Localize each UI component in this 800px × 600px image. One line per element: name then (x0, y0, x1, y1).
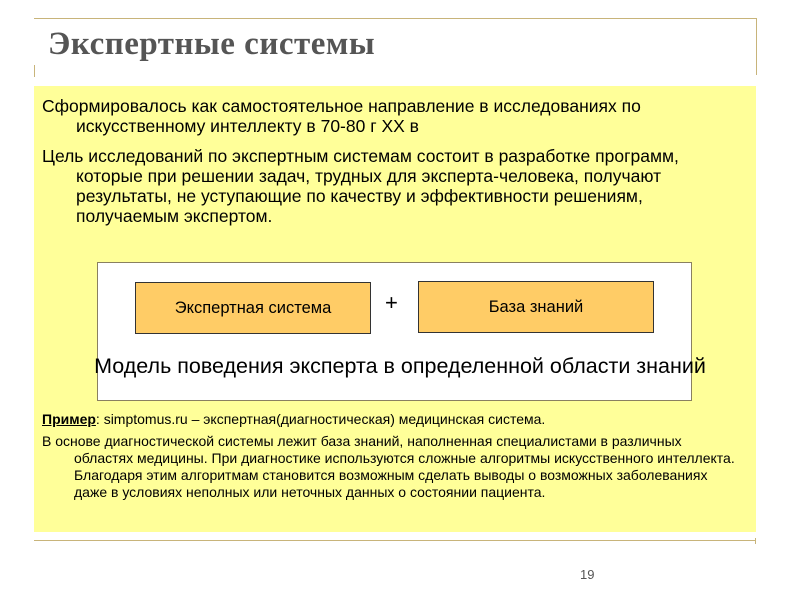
page-number: 19 (580, 567, 595, 582)
bullet-2 (42, 146, 742, 226)
example-line (42, 411, 742, 428)
expert-system-label: Экспертная система (174, 298, 332, 317)
example-text: : simptomus.ru – экспертная(диагностическая) медицинская система. (95, 411, 546, 427)
expert-system-box (135, 282, 371, 334)
knowledge-base-label: База знаний (488, 297, 584, 316)
bullet-2-text: Цель исследований по экспертным системам состоит в разработке программ, которые при решении задач, трудных для эксперта-человека, получают результаты, не уступающие по качеству и эффективности решениям, получаемым экспертом. (42, 146, 679, 226)
example-label: Пример (42, 411, 96, 427)
bottom-rule (34, 540, 756, 541)
bottom-rule-tick (755, 538, 756, 544)
example-description-text: В основе диагностической системы лежит база знаний, наполненная специалистами в различных областях медицины. При диагностике используются сложные алгоритмы искусственного интеллекта. Благодаря этим алгоритмам становится возможным сделать выводы о возможных заболеваниях даже в условиях неполных или неточных данных о состоянии пациента. (42, 433, 735, 500)
slide-title: Экспертные системы (48, 26, 376, 62)
bullet-1-text: Сформировалось как самостоятельное направление в исследованиях по искусственному интеллекту в 70-80 г XX в (42, 96, 641, 136)
knowledge-base-box (418, 281, 654, 333)
example-description (42, 433, 742, 501)
model-caption: Модель поведения эксперта в определенной области знаний (94, 354, 706, 378)
bullet-1 (42, 96, 742, 136)
plus-sign: + (385, 290, 398, 315)
title-frame-tick (34, 65, 35, 77)
